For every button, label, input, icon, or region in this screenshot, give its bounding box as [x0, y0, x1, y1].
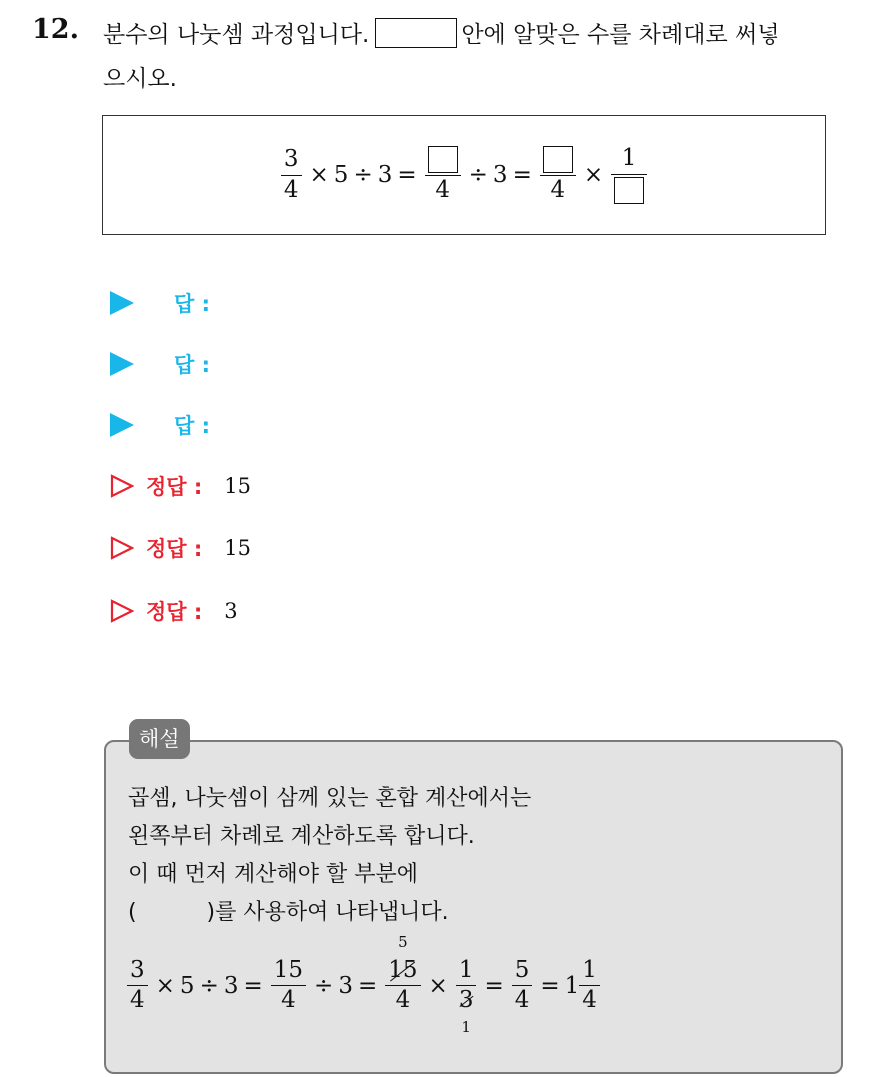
fraction — [579, 958, 600, 1014]
equation-box — [102, 115, 826, 235]
blank-box — [375, 18, 457, 48]
denominator: 3 — [458, 987, 474, 1014]
fraction-bar — [540, 175, 576, 176]
fraction-bar — [127, 985, 148, 986]
denominator: 4 — [514, 987, 530, 1014]
equals-sign: = — [512, 162, 532, 188]
denominator: 4 — [582, 987, 597, 1014]
number: 3 — [492, 162, 508, 188]
fraction-bar — [425, 175, 461, 176]
divide-sign: ÷ — [199, 972, 219, 999]
numerator: 15 — [388, 957, 418, 983]
denominator: 4 — [395, 987, 411, 1014]
play-triangle-icon — [110, 291, 134, 315]
denominator: 4 — [550, 177, 566, 204]
equals-sign: = — [397, 162, 417, 188]
denominator: 4 — [130, 987, 145, 1014]
number: 3 — [223, 972, 239, 999]
question-text-line1 — [103, 16, 779, 49]
correct-answer-row-2 — [110, 533, 251, 563]
numerator: 15 — [273, 957, 304, 983]
equation — [103, 116, 825, 234]
explanation-line-3: 이 때 먼저 계산해야 할 부분에 — [128, 862, 418, 887]
correct-answer-row-1 — [110, 471, 251, 501]
divide-sign: ÷ — [353, 162, 373, 188]
cancelled-numerator — [385, 933, 420, 983]
number: 5 — [179, 972, 195, 999]
equals-sign: = — [243, 972, 263, 999]
answer-blank-square — [428, 146, 458, 173]
fraction-bar — [512, 985, 533, 986]
times-sign: × — [155, 972, 175, 999]
fraction-1-blank — [611, 146, 647, 203]
denominator: 4 — [281, 987, 296, 1014]
reduced-value: 5 — [398, 933, 408, 951]
explanation-line-4: ( )를 사용하여 나타냅니다. — [128, 900, 449, 925]
question-number: 12. — [32, 14, 79, 45]
answer-row-2 — [110, 349, 210, 379]
denominator: 4 — [435, 177, 450, 204]
outline-triangle-icon — [110, 599, 134, 623]
answer-row-1 — [110, 288, 210, 318]
fraction-bar — [281, 175, 302, 176]
fraction-blank-4 — [425, 146, 461, 203]
correct-answer-label: 정답 : — [146, 600, 203, 624]
number: 3 — [377, 162, 393, 188]
times-sign: × — [309, 162, 329, 188]
play-triangle-icon — [110, 413, 134, 437]
question-text-after: 안에 알맞은 수를 차례대로 써넣 — [461, 22, 780, 48]
fraction — [127, 958, 148, 1014]
answer-label: 답 : — [174, 353, 210, 377]
fraction-bar — [456, 985, 477, 986]
numerator: 5 — [514, 957, 530, 983]
numerator: 1 — [582, 957, 597, 983]
cancelled-denominator — [456, 987, 477, 1037]
denominator: 4 — [283, 176, 299, 203]
divide-sign: ÷ — [314, 972, 334, 999]
correct-answer-value: 15 — [224, 536, 252, 560]
explanation-line-2: 왼쪽부터 차례로 계산하도록 합니다. — [128, 824, 475, 849]
number: 3 — [338, 972, 353, 999]
reduced-value: 1 — [461, 1018, 471, 1037]
equals-sign: = — [484, 972, 504, 999]
correct-answer-label: 정답 : — [146, 475, 203, 499]
numerator: 3 — [130, 957, 145, 983]
question-text-line2: 으시오. — [103, 66, 177, 92]
equals-sign: = — [540, 972, 560, 999]
correct-answer-value: 15 — [224, 474, 252, 498]
fraction-bar — [611, 174, 647, 175]
answer-label: 답 : — [174, 414, 210, 438]
numerator: 1 — [621, 145, 637, 172]
fraction — [512, 958, 533, 1014]
numerator: 1 — [458, 957, 474, 983]
outline-triangle-icon — [110, 474, 134, 498]
correct-answer-label: 정답 : — [146, 537, 203, 561]
fraction — [271, 958, 306, 1014]
fraction-bar — [271, 985, 306, 986]
answer-label: 답 : — [174, 292, 210, 316]
whole-number: 1 — [564, 972, 580, 999]
answer-blank-square — [614, 177, 644, 204]
fraction-3-4 — [281, 147, 302, 203]
question-text-before: 분수의 나눗셈 과정입니다. — [103, 22, 370, 48]
fraction-cancelled — [385, 933, 420, 1014]
explanation-line-1: 곱셈, 나눗셈이 삼께 있는 혼합 계산에서는 — [128, 786, 532, 811]
answer-blank-square — [543, 146, 573, 173]
equals-sign: = — [357, 972, 378, 999]
correct-answer-value: 3 — [224, 599, 238, 623]
fraction-cancelled — [456, 957, 477, 1037]
explanation-tab: 해설 — [129, 719, 190, 759]
fraction-blank-4 — [540, 146, 576, 203]
fraction-bar — [579, 985, 600, 986]
number: 5 — [333, 162, 349, 188]
correct-answer-row-3 — [110, 596, 238, 626]
fraction-bar — [385, 985, 420, 986]
times-sign: × — [428, 972, 448, 999]
play-triangle-icon — [110, 352, 134, 376]
answer-row-3 — [110, 410, 210, 440]
explanation-equation — [124, 933, 603, 1037]
numerator: 3 — [283, 146, 299, 173]
divide-sign: ÷ — [468, 162, 488, 188]
outline-triangle-icon — [110, 536, 134, 560]
times-sign: × — [583, 162, 604, 188]
